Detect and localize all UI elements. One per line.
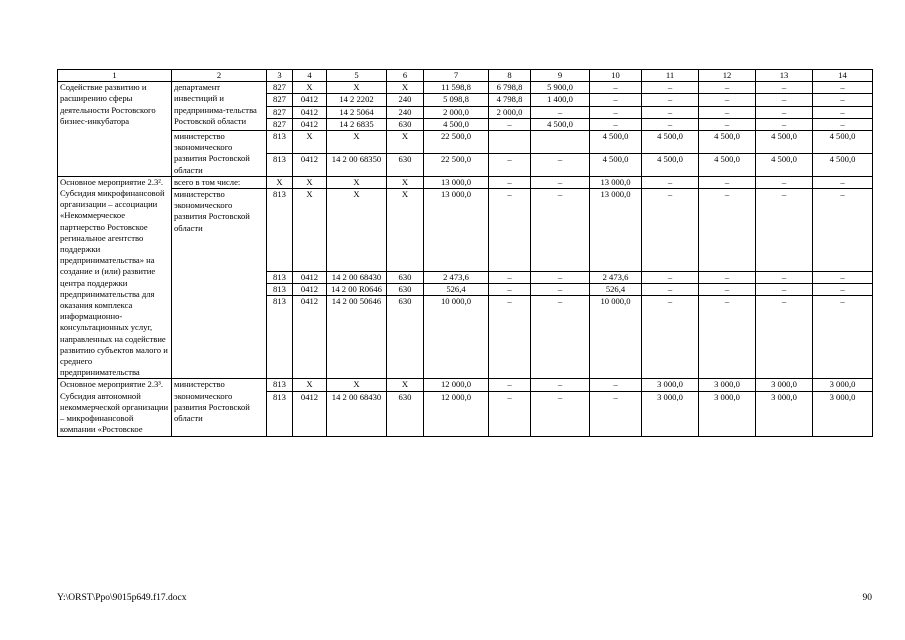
value-cell: 13 000,0 xyxy=(424,189,489,272)
value-cell: 4 500,0 xyxy=(813,153,873,176)
value-cell: 630 xyxy=(387,153,424,176)
value-cell: 813 xyxy=(267,284,293,296)
value-cell: 13 000,0 xyxy=(424,176,489,188)
value-cell: – xyxy=(813,94,873,106)
value-cell: 10 000,0 xyxy=(590,296,642,379)
executor-cell: министерство экономического развития Ростовской области xyxy=(172,131,267,177)
event-name-cell: Содействие развитию и расширению сферы деятельности Ростовского бизнес-инкубатора xyxy=(58,82,172,177)
value-cell: 630 xyxy=(387,118,424,130)
value-cell: 3 000,0 xyxy=(642,379,699,391)
value-cell: 630 xyxy=(387,296,424,379)
header-cell: 7 xyxy=(424,70,489,82)
value-cell: Х xyxy=(387,131,424,154)
value-cell: – xyxy=(642,106,699,118)
value-cell: 2 000,0 xyxy=(424,106,489,118)
value-cell: 630 xyxy=(387,284,424,296)
value-cell: 2 000,0 xyxy=(489,106,531,118)
header-cell: 2 xyxy=(172,70,267,82)
value-cell: – xyxy=(531,272,590,284)
value-cell: 2 473,6 xyxy=(590,272,642,284)
executor-cell: департамент инвестиций и предпринима-тельства Ростовской области xyxy=(172,82,267,131)
value-cell: 10 000,0 xyxy=(424,296,489,379)
value-cell: – xyxy=(813,284,873,296)
value-cell: 827 xyxy=(267,82,293,94)
value-cell: – xyxy=(642,296,699,379)
value-cell: – xyxy=(489,272,531,284)
value-cell: 14 2 00 50646 xyxy=(327,296,387,379)
table-row xyxy=(58,131,873,154)
value-cell: 813 xyxy=(267,296,293,379)
header-cell: 8 xyxy=(489,70,531,82)
value-cell: – xyxy=(489,189,531,272)
value-cell: – xyxy=(756,296,813,379)
value-cell: – xyxy=(531,106,590,118)
value-cell: 813 xyxy=(267,189,293,272)
value-cell: 4 500,0 xyxy=(756,153,813,176)
value-cell: 0412 xyxy=(293,272,327,284)
value-cell: – xyxy=(756,176,813,188)
value-cell: – xyxy=(531,176,590,188)
value-cell: 0412 xyxy=(293,94,327,106)
value-cell: – xyxy=(590,379,642,391)
value-cell: Х xyxy=(293,176,327,188)
value-cell: – xyxy=(531,391,590,436)
table-row xyxy=(58,82,873,94)
value-cell: 827 xyxy=(267,118,293,130)
value-cell: 5 900,0 xyxy=(531,82,590,94)
value-cell: – xyxy=(699,284,756,296)
value-cell: 240 xyxy=(387,106,424,118)
value-cell: – xyxy=(756,189,813,272)
value-cell: 0412 xyxy=(293,296,327,379)
header-cell: 12 xyxy=(699,70,756,82)
value-cell xyxy=(531,131,590,154)
value-cell: Х xyxy=(387,379,424,391)
value-cell: – xyxy=(756,118,813,130)
value-cell: 4 500,0 xyxy=(699,131,756,154)
value-cell: 813 xyxy=(267,272,293,284)
value-cell: 0412 xyxy=(293,106,327,118)
value-cell: – xyxy=(699,94,756,106)
value-cell: – xyxy=(590,106,642,118)
value-cell: 3 000,0 xyxy=(813,391,873,436)
value-cell: 526,4 xyxy=(424,284,489,296)
value-cell: 4 500,0 xyxy=(756,131,813,154)
value-cell: – xyxy=(813,296,873,379)
footer-page-number: 90 xyxy=(862,593,872,603)
value-cell: 14 2 2202 xyxy=(327,94,387,106)
value-cell: – xyxy=(699,296,756,379)
value-cell: 4 500,0 xyxy=(642,153,699,176)
value-cell: 3 000,0 xyxy=(756,379,813,391)
value-cell: 813 xyxy=(267,391,293,436)
value-cell: Х xyxy=(327,131,387,154)
value-cell: – xyxy=(756,82,813,94)
value-cell: 14 2 00 68350 xyxy=(327,153,387,176)
table-row xyxy=(58,176,873,188)
value-cell: – xyxy=(590,391,642,436)
value-cell: Х xyxy=(327,379,387,391)
value-cell: – xyxy=(756,284,813,296)
value-cell: 22 500,0 xyxy=(424,131,489,154)
header-cell: 13 xyxy=(756,70,813,82)
value-cell: – xyxy=(489,391,531,436)
value-cell: – xyxy=(699,118,756,130)
value-cell: Х xyxy=(293,189,327,272)
value-cell: 630 xyxy=(387,272,424,284)
header-cell: 9 xyxy=(531,70,590,82)
value-cell: – xyxy=(642,94,699,106)
value-cell: 5 098,8 xyxy=(424,94,489,106)
value-cell: – xyxy=(642,118,699,130)
value-cell: 3 000,0 xyxy=(642,391,699,436)
event-name-cell: Основное мероприятие 2.3³. Субсидия автономной некоммерческой организации – микрофинансовой компании «Ростовское xyxy=(58,379,172,436)
value-cell: 14 2 5064 xyxy=(327,106,387,118)
value-cell: 3 000,0 xyxy=(756,391,813,436)
value-cell: – xyxy=(531,284,590,296)
value-cell: – xyxy=(642,272,699,284)
header-cell: 10 xyxy=(590,70,642,82)
value-cell: 1 400,0 xyxy=(531,94,590,106)
value-cell: Х xyxy=(293,379,327,391)
value-cell: Х xyxy=(267,176,293,188)
value-cell: 2 473,6 xyxy=(424,272,489,284)
value-cell: – xyxy=(813,82,873,94)
value-cell: 14 2 00 R0646 xyxy=(327,284,387,296)
footer-file-path: Y:\ORST\Ppo\9015p649.f17.docx xyxy=(57,593,187,603)
value-cell: – xyxy=(642,176,699,188)
header-cell: 4 xyxy=(293,70,327,82)
value-cell: 3 000,0 xyxy=(699,391,756,436)
table-body xyxy=(58,70,873,437)
value-cell: Х xyxy=(387,176,424,188)
value-cell: – xyxy=(489,379,531,391)
value-cell: – xyxy=(756,106,813,118)
value-cell: 240 xyxy=(387,94,424,106)
value-cell: – xyxy=(813,189,873,272)
value-cell: 3 000,0 xyxy=(699,379,756,391)
value-cell: – xyxy=(699,272,756,284)
value-cell: Х xyxy=(327,189,387,272)
value-cell: 0412 xyxy=(293,118,327,130)
value-cell: 813 xyxy=(267,379,293,391)
executor-cell: министерство экономического развития Ростовской области xyxy=(172,379,267,436)
value-cell: 630 xyxy=(387,391,424,436)
value-cell: 6 798,8 xyxy=(489,82,531,94)
value-cell: – xyxy=(489,296,531,379)
value-cell: – xyxy=(756,94,813,106)
header-cell: 14 xyxy=(813,70,873,82)
value-cell: Х xyxy=(327,176,387,188)
value-cell: 0412 xyxy=(293,153,327,176)
value-cell xyxy=(489,131,531,154)
value-cell: – xyxy=(489,284,531,296)
value-cell: 4 500,0 xyxy=(699,153,756,176)
value-cell: 0412 xyxy=(293,284,327,296)
table-row xyxy=(58,189,873,272)
budget-table xyxy=(57,69,873,437)
header-row xyxy=(58,70,873,82)
value-cell: Х xyxy=(387,82,424,94)
value-cell: – xyxy=(531,296,590,379)
value-cell: – xyxy=(813,106,873,118)
value-cell: 22 500,0 xyxy=(424,153,489,176)
executor-cell: министерство экономического развития Ростовской области xyxy=(172,189,267,379)
value-cell: – xyxy=(489,176,531,188)
event-name-cell: Основное мероприятие 2.3². Субсидия микрофинансовой организации – ассоциации «Некоммерческое партнерство Ростовское регинальное агентство поддержки предпринимательства» на создание и (или) развитие центра поддержки предпринимательства для оказания комплекса информационно-консультационных услуг, направленных на содействие развитию субъектов малого и среднего предпринимательства xyxy=(58,176,172,379)
value-cell: 4 500,0 xyxy=(813,131,873,154)
header-cell: 5 xyxy=(327,70,387,82)
value-cell: – xyxy=(813,176,873,188)
value-cell: – xyxy=(531,379,590,391)
header-cell: 3 xyxy=(267,70,293,82)
value-cell: – xyxy=(642,189,699,272)
value-cell: 13 000,0 xyxy=(590,189,642,272)
value-cell: Х xyxy=(293,131,327,154)
value-cell: 813 xyxy=(267,153,293,176)
value-cell: – xyxy=(489,118,531,130)
header-cell: 11 xyxy=(642,70,699,82)
value-cell: 14 2 00 68430 xyxy=(327,272,387,284)
value-cell: 3 000,0 xyxy=(813,379,873,391)
value-cell: – xyxy=(590,94,642,106)
value-cell: 827 xyxy=(267,94,293,106)
value-cell: – xyxy=(531,189,590,272)
value-cell: 12 000,0 xyxy=(424,391,489,436)
value-cell: – xyxy=(590,118,642,130)
value-cell: 4 500,0 xyxy=(590,131,642,154)
value-cell: 14 2 00 68430 xyxy=(327,391,387,436)
header-cell: 1 xyxy=(58,70,172,82)
value-cell: – xyxy=(489,153,531,176)
value-cell: 4 500,0 xyxy=(590,153,642,176)
value-cell: – xyxy=(642,82,699,94)
value-cell: 4 500,0 xyxy=(642,131,699,154)
table-row xyxy=(58,379,873,391)
value-cell: 4 500,0 xyxy=(531,118,590,130)
value-cell: 813 xyxy=(267,131,293,154)
value-cell: – xyxy=(699,82,756,94)
value-cell: – xyxy=(699,176,756,188)
value-cell: 12 000,0 xyxy=(424,379,489,391)
executor-cell: всего в том числе: xyxy=(172,176,267,188)
value-cell: Х xyxy=(327,82,387,94)
value-cell: 11 598,8 xyxy=(424,82,489,94)
value-cell: 4 500,0 xyxy=(424,118,489,130)
value-cell: – xyxy=(590,82,642,94)
value-cell: 4 798,8 xyxy=(489,94,531,106)
value-cell: – xyxy=(756,272,813,284)
value-cell: 13 000,0 xyxy=(590,176,642,188)
value-cell: 827 xyxy=(267,106,293,118)
value-cell: – xyxy=(813,272,873,284)
value-cell: – xyxy=(699,106,756,118)
value-cell: 526,4 xyxy=(590,284,642,296)
value-cell: Х xyxy=(293,82,327,94)
value-cell: – xyxy=(531,153,590,176)
value-cell: – xyxy=(699,189,756,272)
value-cell: Х xyxy=(387,189,424,272)
value-cell: – xyxy=(813,118,873,130)
value-cell: – xyxy=(642,284,699,296)
value-cell: 0412 xyxy=(293,391,327,436)
header-cell: 6 xyxy=(387,70,424,82)
value-cell: 14 2 6835 xyxy=(327,118,387,130)
